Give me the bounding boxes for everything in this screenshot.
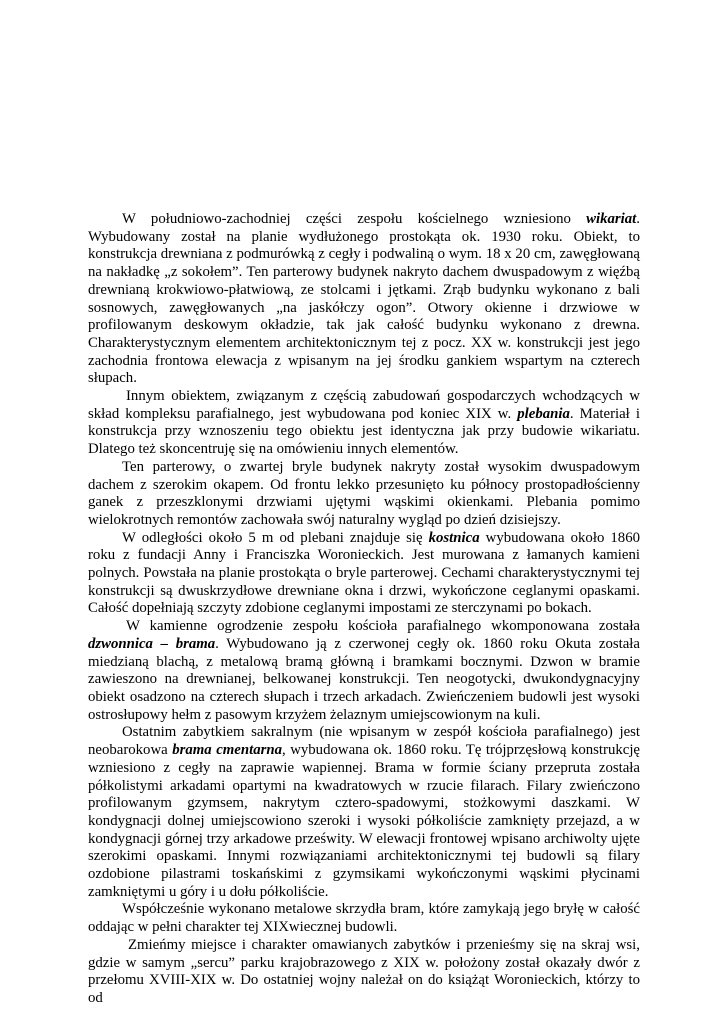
text-run: , wybudowana ok. 1860 roku. Tę trójprzęsłową konstrukcję wzniesiono z cegły na zaprawie wapiennej. Brama w formie ściany przepruta została półkolistymi arkadami opartymi na kwadratowych w rzucie filarach. Filary zwieńczono profilowanym gzymsem, nakrytym cztero-spadowymi, stożkowymi daszkami. W kondygnacji dolnej umiejscowiono szeroki i wysoki półkoliście zamknięty przejazd, a w kondygnacji górnej trzy arkadowe prześwity. W elewacji frontowej wpisano archiwolty ujęte szerokimi opaskami. Innymi rozwiązaniami architektonicznymi tej budowli są filary ozdobione pilastrami toskańskimi z gzymsikami wykończonymi wąskimi płycinami zamkniętymi u góry i u dołu półkoliście.: [88, 742, 641, 900]
text-run: W odległości około 5 m od plebani znajduje się: [122, 529, 429, 546]
text-run: W południowo-zachodniej części zespołu kościelnego wzniesiono: [122, 211, 587, 227]
text-run: Ostatnim zabytkiem sakralnym (nie wpisanym w zespół kościoła parafialnego) jest neobarokowa: [88, 724, 640, 759]
paragraph-brama-cmentarna: [88, 724, 640, 901]
paragraph-dzwonnica: [88, 618, 640, 724]
text-run: wybudowana około 1860 roku z fundacji Anny i Franciszka Woronieckich. Jest murowana z łamanych kamieni polnych. Powstała na planie prostokąta o bryle parterowej. Cechami charakterystycznymi tej konstrukcji są dwuskrzydłowe drewniane okna i drzwi, wykończone ceglanymi opaskami. Całość dopełniają szczyty zdobione ceglanymi impostami ze sterczynami po bokach.: [88, 529, 640, 617]
emphasis-brama-cmentarna: brama cmentarna: [172, 742, 282, 759]
text-run: Ten parterowy, o zwartej bryle budynek nakryty został wysokim dwuspadowym dachem z szerokim okapem. Od frontu lekko przesunięto ku północy prostopadłościenny ganek z przeszklonymi drzwiami ujętymi wąskimi okienkami. Plebania pomimo wielokrotnych remontów zachowała swój naturalny wygląd po dzień dzisiejszy.: [88, 458, 640, 528]
text-run: W kamienne ogrodzenie zespołu kościoła parafialnego wkomponowana została: [126, 618, 640, 635]
emphasis-plebania: plebania: [517, 405, 570, 422]
text-run: Zmieńmy miejsce i charakter omawianych zabytków i przenieśmy się na skraj wsi, gdzie w samym „sercu” parku krajobrazowego z XIX w. położony został okazały dwór z przełomu XVIII-XIX w. Do ostatniej wojny należał on do książąt Woronieckich, którzy to od: [88, 936, 640, 1006]
text-run: Współcześnie wykonano metalowe skrzydła bram, które zamykają jego bryłę w całość oddając w pełni charakter tej XIXwiecznej budowli.: [88, 901, 640, 936]
text-run: Innym obiektem, związanym z częścią zabudowań gospodarczych wchodzących w skład kompleksu parafialnego, jest wybudowana pod koniec XIX w.: [88, 388, 640, 422]
text-run: . Wybudowano ją z czerwonej cegły ok. 1860 roku Okuta została miedzianą blachą, z metalową bramą główną i bramkami bocznymi. Dzwon w bramie zawieszono na drewnianej, belkowanej konstrukcji. Ten neogotycki, dwukondygnacyjny obiekt osadzono na czterech słupach i trzech arkadach. Zwieńczeniem budowli jest wysoki ostrosłupowy hełm z pasowym krzyżem żelaznym umiejscowionym na kuli.: [88, 635, 640, 723]
paragraph-skrzydla-bram: [88, 901, 640, 936]
emphasis-wikariat: wikariat: [586, 211, 637, 227]
paragraph-plebania-description: [88, 459, 640, 530]
paragraph-plebania: [88, 388, 640, 459]
emphasis-kostnica: kostnica: [428, 529, 480, 546]
text-run: . Wybudowany został na planie wydłużonego prostokąta ok. 1930 roku. Obiekt, to konstrukcja drewniana z podmurówką z cegły i podwaliną o wym. 18 x 20 cm, zawęgłowaną na nakładkę „z sokołem”. Ten parterowy budynek nakryto dachem dwuspadowym z więźbą drewnianą krokwiowo-płatwiową, ze stolcami i jętkami. Zrąb budynku wykonano z bali sosnowych, zawęgłowanych „na jaskółczy ogon”. Otwory okienne i drzwiowe w profilowanym deskowym okładzie, tak jak całość budynku wykonano z drewna. Charakterystycznym elementem architektonicznym tej z pocz. XX w. konstrukcji jest jego zachodnia frontowa elewacja z wpisanym na jej środku gankiem wspartym na czterech słupach.: [88, 211, 640, 387]
body-text: [88, 211, 640, 1008]
emphasis-dzwonnica-brama: dzwonnica – brama: [88, 635, 216, 652]
text-run: . Materiał i konstrukcja przy wznoszeniu tego obiektu jest identyczna jak przy budowie wikariatu. Dlatego też skoncentruję się na omówieniu innych elementów.: [88, 405, 640, 458]
paragraph-dwor: [88, 937, 640, 1008]
paragraph-wikariat: [88, 211, 640, 388]
paragraph-kostnica: [88, 530, 640, 619]
